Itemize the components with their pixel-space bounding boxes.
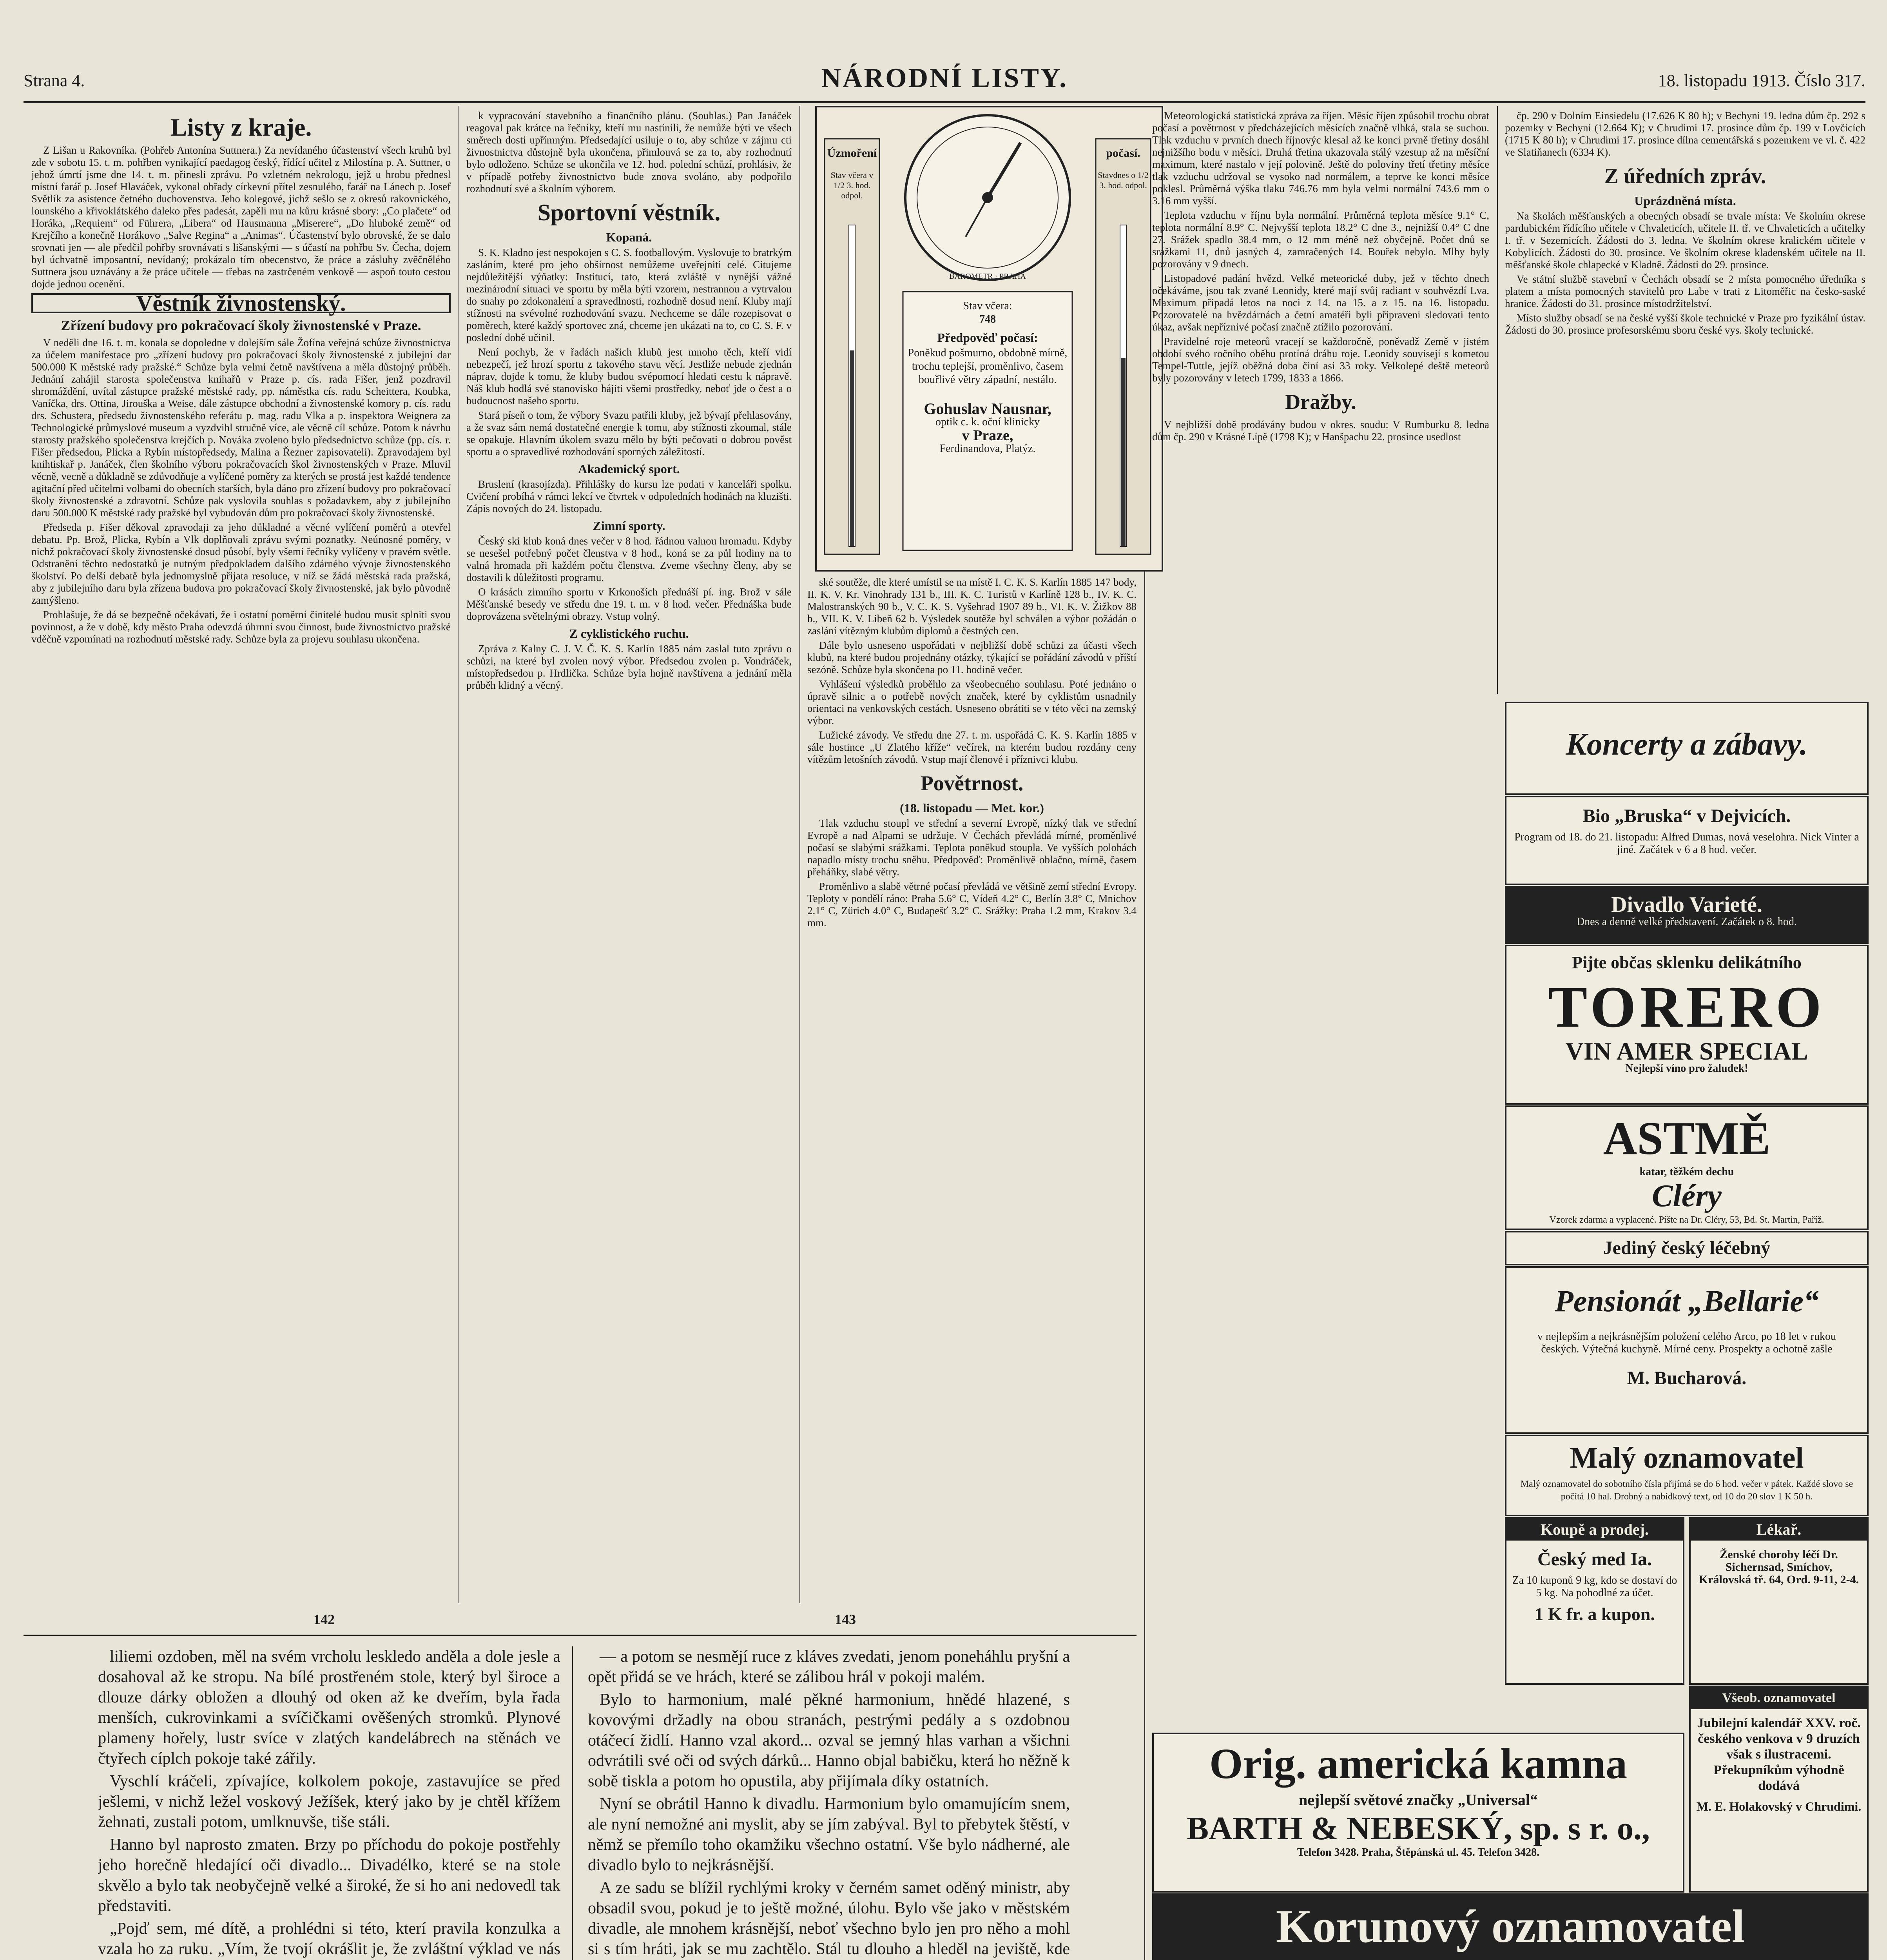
article-paragraph: Pravidelné roje meteorů vracejí se každoročně, poněvadž Země v jistém období svého ročního oběhu protíná dráhu roje. Leonidy souvisejí s kometou Tempel-Tuttle, jejíž oběžná doba činí asi 33 roky. Velkolepé deště meteorů byly pozorovány v letech 1799, 1833 a 1866. [1152, 336, 1489, 384]
kupon-price: 1 K fr. a kupon. [1534, 1604, 1655, 1624]
bellarie-text: v nejlepším a nejkrásnějším položení celého Arco, po 18 let v rukou českých. Výtečná kuchyně. Mírné ceny. Prospekty a ochotně zašle [1537, 1330, 1836, 1355]
story-paragraph: Bylo to harmonium, malé pěkné harmonium, hnědé hlazené, s kovovými držadly na obou stranách, pestrými pedály a s ozdobnou otáčecí židlí. Hanno vzal akord... ozval se jemný hlas varhan a všichni odvrátili své oči od svých dárků... Hanno objal babičku, která ho něžně k sobě tiskla a potom ho opustila, aby přijímala díky ostatních. [588, 1691, 1070, 1790]
article-paragraph: Proměnlivo a slabě větrné počasí převládá ve většině zemí střední Evropy. Teploty v pondělí ráno: Praha 5.6° C, Vídeň 4.2° C, Berlín 3.8° C, Mnichov 2.1° C, Zürich 4.0° C, Budapešť 3.2° C. Srážky: Praha 1.2 mm, Krakov 3.4 mm. [807, 880, 1137, 929]
lekar-text: Ženské choroby léčí Dr. Sichernsad, Smíchov, Královská tř. 64, Ord. 9-11, 2-4. [1698, 1548, 1859, 1586]
page-number-left: 142 [314, 1612, 335, 1627]
column-4 [1152, 110, 1489, 1576]
torero-top: Pijte občas sklenku delikátního [1572, 953, 1802, 972]
divadlo-ad [1505, 886, 1869, 944]
article-heading: Kopaná. [606, 230, 652, 244]
article-paragraph: V nejbližší době prodávány budou v okres. soudu: V Rumburku 8. ledna dům čp. 290 v Krásné Lípě (1798 K); v Hanšpachu 22. prosince usedlost [1152, 419, 1489, 443]
firm-sub: optik c. k. oční klinicky [935, 416, 1040, 428]
story-paragraph: A ze sadu se blížil rychlými kroky v černém samet oděný ministr, aby obsadil svou, pokud je to ještě možné, úlohu. Bylo vše jako v městském divadle, ale mnohem krásnější, neboť všechno bylo jen pro něho a mohl si s tím hráti, jak se mu zachtělo. Stál tu dlouho a hleděl na jeviště, kde [588, 1879, 1070, 1958]
koupe-ad [1505, 1517, 1684, 1685]
article-paragraph: O krásách zimního sportu v Krkonoších přednáší pí. ing. Brož v sále Měšťanské besedy ve středu dne 19. t. m. v 8 hod. večer. Přednáška bude doprovázena světelnými obrazy. Vstup volný. [466, 586, 792, 622]
korunovy-banner [1152, 1893, 1869, 1960]
astma-sub: katar, těžkém dechu [1639, 1166, 1734, 1178]
torero-note: Nejlepší víno pro žaludek! [1625, 1062, 1748, 1074]
kupon-text: Za 10 kuponů 9 kg, kdo se dostaví do 5 kg. Na pohodlné za účet. [1512, 1574, 1677, 1599]
kalendar-text: Jubilejní kalendář XXV. roč. českého venkova v 9 druzích však s ilustracemi. Překupníkům výhodně dodává [1697, 1716, 1861, 1793]
section-heading: Povětrnost. [920, 771, 1024, 795]
kalendar-ad [1689, 1686, 1869, 1893]
gauge-left-label: Úzmoření [827, 147, 877, 160]
story-paragraph: — a potom se nesmějí ruce z kláves zvedati, jenom poneháhlu pryšní a opět přidá se ve hrách, které se zálibou hrál v pokoji malém. [588, 1648, 1070, 1686]
torero-sub: VIN AMER SPECIAL [1565, 1037, 1808, 1065]
koncerty-title: Koncerty a zábavy. [1566, 727, 1808, 762]
article-paragraph: k vypracování stavebního a finančního plánu. (Souhlas.) Pan Janáček reagoval pak krátce na řečníky, kteří mu nastínili, že nemůže býti ve všech směrech dosti upřímným. Předsedající usiluje o to, aby schůze v zájmu cti živnostnictva důstojně byla ukončena, přimlouvá se za to, aby rozhodnutí bylo odloženo. Schůze se ukončila ve 12. hod. polední schůzí, prohlásiv, že v případě potřeby živnostnictvo bude znova svoláno, aby podpořilo rozhodnutí své a školním výborem. [466, 110, 792, 194]
section-heading: Dražby. [1285, 390, 1356, 414]
firm-name: Gohuslav Nausnar, [924, 400, 1051, 417]
kalendar-head: Všeob. oznamovatel [1691, 1687, 1867, 1709]
column-rule [799, 106, 800, 1603]
newspaper-title: NÁRODNÍ LISTY. [821, 63, 1068, 93]
maly-title: Malý oznamovatel [1570, 1441, 1804, 1474]
section-heading: Věstník živnostenský. [31, 293, 451, 313]
gauge-info [907, 299, 1068, 456]
koncerty-banner [1505, 702, 1869, 795]
astma-title: ASTMĚ [1603, 1112, 1771, 1164]
article-paragraph: S. K. Kladno jest nespokojen s C. S. footballovým. Vyslovuje to bratrkým zasláním, které pro jeho obšírnost nemůžeme uveřejniti celé. Citujeme nejdůležitější výňatky: Institucí, tato, která zvláště v nynější vážné mezinárodní situaci ve sportu by měla býti vzorem, nestrannou a vytrvalou do snahy po zdokonalení a spravedlnosti, rozhodně dosud není. Kluby mají stížnosti na svévolné rozhodování svazu. Nechceme se dále rozepisovat o poměrech, které každý sportovec zná, chceme jen ukázati na to, co C. S. F. v poslední době učinil. [466, 247, 792, 343]
astma-ad [1505, 1105, 1869, 1230]
kalendar-name: M. E. Holakovský v Chrudimi. [1696, 1799, 1862, 1813]
koupe-title: Koupě a prodej. [1506, 1519, 1683, 1541]
column-rule [1497, 106, 1498, 694]
section-heading: Z úředních zpráv. [1604, 164, 1766, 188]
article-paragraph: Tlak vzduchu stoupl ve střední a severní Evropě, nízký tlak ve střední Evropě a nad Alpami se udržuje. V Čechách převládá mírné, proměnlivé počasí se slabými srážkami. Teplota poněkud stoupla. Ve vyšších polohách napadlo místy trochu sněhu. Předpověď: Proměnlivě oblačno, mírně, časem přeháňky, slabé větry. [807, 817, 1137, 878]
article-paragraph: Meteorologická statistická zpráva za říjen. Měsíc říjen způsobil trochu obrat počasí a povětrnost v předcházejících měsících značně vlhká, stala se suchou. Tlak vzduchu v prvních dnech říjnovýc klesal až ke konci prvně třetiny dosáhl nejnižšího bodu v měsíci. Druhá třetina ukazovala stálý vzestup až na měsíční maximum, které nastalo v její polovině. Ještě do poloviny třetí třetiny měsíce tlak vzduchu udržoval se vysoko nad normálem, a teprve ke konci měsíce poklesl. Průměrná výška tlaku 746.76 mm byla velmi normální 743.6 mm o 3.16 mm vyšší. [1152, 110, 1489, 207]
article-paragraph: Teplota vzduchu v říjnu byla normální. Průměrná teplota měsíce 9.1° C, teplota normální 8.9° C. Nejvyšší teplota 18.2° C dne 3., nejnižší 0.4° C dne 27. Srážek spadlo 38.4 mm, o 12 mm méně než obyčejně. Počet dnů se srážkami 11, dnů jasných 4, zamračených 14. Bouřek nebylo. Mlhy byly pozorovány v 9 dnech. [1152, 209, 1489, 270]
bellarie-title: Pensionát „Bellarie“ [1555, 1284, 1819, 1318]
section-heading: Listy z kraje. [170, 113, 312, 141]
article-paragraph: Český ski klub koná dnes večer v 8 hod. řádnou valnou hromadu. Kdyby se nesešel potřebný počet členstva v 8 hod., koná se za půl hodiny na to valná hromada při každém počtu členstva. Zveme všechny členy, aby se dostavili k důležitosti programu. [466, 535, 792, 583]
bruska-ad [1505, 796, 1869, 885]
kupon-title: Český med Ia. [1537, 1549, 1652, 1570]
bellarie-name: M. Bucharová. [1627, 1368, 1747, 1388]
lekar-title: Lékař. [1691, 1519, 1867, 1541]
article-paragraph: Předseda p. Fišer děkoval zpravodaji za jeho důkladné a věcné vylíčení poměrů a otevřel debatu. Pp. Brož, Plicka, Rybín a Vlk doplňovali zprávu svými poznatky. Neúnosné poměry, v nichž pokračovací školy živnostenské dosud působí, byly všemi řečníky vylíčeny v pravém světle. Odstranění těchto nedostatků je nutným předpokladem dalšího zdárného vývoje živnostenského školství. Po delší debatě byla jednomyslně přijata resoluce, v níž se žádá městská rada pražská, aby z jubilejního daru byla zřízena budova pro pokračovací školy živnostenské, jak bylo původně zamýšleno. [31, 521, 451, 606]
kamna-title: Orig. americká kamna [1209, 1740, 1628, 1788]
article-heading: Uprázdněná místa. [1634, 194, 1736, 208]
divadlo-sub: Dnes a denně velké představení. Začátek o 8. hod. [1576, 916, 1797, 928]
article-paragraph: Zpráva z Kalny C. J. V. Č. K. S. Karlín 1885 nám zaslal tuto zprávu o schůzi, na které byl zvolen nový výbor. Předsedou zvolen p. Vondráček, místopředsedou p. Hrdlička. Schůze byla hojně navštívena a jednání měla průběh klidný a věcný. [466, 643, 792, 691]
kamna-firm: BARTH & NEBESKÝ, sp. s r. o., [1187, 1810, 1650, 1847]
korunovy-title: Korunový oznamovatel [1276, 1900, 1745, 1952]
bruska-text: Program od 18. do 21. listopadu: Alfred Dumas, nová veselohra. Nick Vinter a jiné. Začátek v 6 a 8 hod. večer. [1514, 831, 1859, 856]
article-paragraph: Listopadové padání hvězd. Velké meteorické duby, jež v těchto dnech očekáváme, jsou tak zvané Leonidy, které mají svůj radiant v souhvězdí Lva. Maximum připadá letos na noci z 14. na 15. a z 15. na 16. listopadu. Pozorovatelé na hvězdárnách a četní amatéři byli připraveni sledovati tento úkaz, avšak nepříznivé počasí značně ztížilo pozorování. [1152, 272, 1489, 333]
column-5 [1505, 110, 1865, 698]
article-paragraph: Prohlašuje, že dá se bezpečně očekávati, že i ostatní poměrní činitelé budou musit splniti svou povinnost, a že v době, kdy město Praha odevzdá úhrnní svou činnost, bude živnostnictvo pražské vděčně vzpomínati na rozhodnutí městské rady. Schůze byla za projevu souhlasu ukončena. [31, 609, 451, 645]
story-column-2 [588, 1646, 1070, 1960]
page-number-right: 143 [835, 1612, 856, 1627]
clery-address: Vzorek zdarma a vyplacené. Píšte na Dr. Cléry, 53, Bd. St. Martin, Paříž. [1549, 1215, 1824, 1225]
story-paragraph: Vyschlí kráčeli, zpívajíce, kolkolem pokoje, zastavujíce se před ješlemi, v nichž ležel voskový Ježíšek, který jako by je chtěl křížem žehnati, zustali potom, umlknuvše, tiše stáli. [98, 1772, 560, 1831]
article-paragraph: Z Lišan u Rakovníka. (Pohřeb Antonína Suttnera.) Za nevídaného účastenství všech kruhů byl zde v sobotu 15. t. m. pohřben vynikající paedagog český, řídící učitel z Milostína p. A. Suttner, o jehož úmrtí jsme dne 14. t. m. přinesli zprávu. Po vzletném nekrologu, jejž u hrobu přednesl místní farář p. Josef Hlaváček, vykonal obřady církevní přítel zesnulého, farář na Lánech p. Josef Světlík za asistence četného duchovenstva. Jeho kolegové, jichž sešlo se z okresů rakovnického, lounského a křivoklátského daleko přes padesát, zapěli mu na kůru krásné sbory: „Co plačete“ od Horáka, „Requiem“ od Führera, „Libera“ od Hausmanna „Miserere“, „Do hluboké země“ od Krejčího a konečně Horákovo „Salve Regina“ a „Animas“. Účastenství bylo obrovské, že se dalo srovnati jen — ale předčil pohřby srovnávati s lišanskými — s účastí na pohřbu Sv. Čecha, dojem byl úchvatně imposantní, nevídaný; prokázalo tím obecenstvo, že práce a zásluhy zvěčnělého Suttnera jsou uznávány a že práce učitele — třebas na zastrčeném venkově — aspoň touto cestou dojde jednou ocenění. [31, 144, 451, 290]
article-paragraph: Ve státní službě stavební v Čechách obsadí se 2 místa pomocného úředníka s platem a místa pomocných stavitelů pro Labe v trati z Litoměřic na česko-saské hranice. Žádosti do 31. prosince místodržitelství. [1505, 273, 1865, 309]
firm-city: v Praze, [962, 427, 1013, 444]
article-paragraph: Stará píseň o tom, že výbory Svazu patřili kluby, jež bývají přehlasovány, a že svaz sám nemá dostatečné energie k tomu, aby stížnosti zkoumal, stále se opakuje. Hlavním úkolem svazu mělo by býti pečovati o dobrou pověst sportu a o spravedlivé rozhodování sporných záležitostí. [466, 409, 792, 457]
gauge-right-sub: Stavdnes o 1/2 3. hod. odpol. [1098, 170, 1149, 190]
story-paragraph: liliemi ozdoben, měl na svém vrcholu leskledo anděla a dole jesle a dosahoval až ke stropu. Na bílé prostřeném stole, který byl široce a dlouze dárky obložen a dlouhý od oken až ke dveřím, byla řada menších, cukrovinkami a svíčičkami ověšených stromků. Plynové plameny hořely, lustr svíce v zlatých kandelábrech na stěnách ve čtyřech cíplch pokoje také zářily. [98, 1648, 560, 1768]
article-heading: Zřízení budovy pro pokračovací školy živnostenské v Praze. [61, 318, 421, 333]
page-header [24, 63, 1865, 102]
article-paragraph: Lužické závody. Ve středu dne 27. t. m. uspořádá C. K. S. Karlín 1885 v sále hostince „U Zlatého kříže“ večírek, na kterém budou rozdány ceny vítězům letošních závodů. Vstup mají členové i příznivci klubu. [807, 729, 1137, 765]
article-paragraph: ské soutěže, dle které umístil se na místě I. C. K. S. Karlín 1885 147 body, II. K. V. Kr. Vinohrady 131 b., III. K. C. Turistů v Karlíně 128 b., IV. K. C. Malostranských 90 b., V. C. K. S. Vyšehrad 1907 89 b., VI. K. V. Žižkov 88 b., VII. K. V. Libeň 62 b. Výsledek soutěže byl schválen a výbor požádán o zaslání vítězným klubům diplomů a čestných cen. [807, 576, 1137, 637]
story-paragraph: „Pojď sem, mé dítě, a prohlédni si této, kterí pravila konzulka a vzala ho za ruku. „Vím, že tvojí okrášlit je, že zvláštní výklad ve nás [98, 1920, 560, 1958]
stav-label: Stav včera: [963, 300, 1012, 312]
column-1 [31, 110, 451, 1615]
article-paragraph: V neděli dne 16. t. m. konala se dopoledne v dolejším sále Žofína veřejná schůze živnostnictva za účelem manifestace pro „zřízení budovy pro pokračovací školy živnostenské z jubilejní dar 500.000 K městské rady pražské.“ Schůze byla velmi četně navštívena a měla důstojný průběh. Jednání zahájil starosta společenstva knihařů v Praze p. cís. rada Fišer, jenž pozdravil shromáždění, uvítal zástupce pražské městské rady, pp. náměstka cís. radu Scheittera, Koubka, Vaníčka, drs. Ottina, Jirouška a Weise, dále zástupce obchodní a živnostenské komory p. cís. radu drs. Schustera, předsedu živnostenského referátu p. mag. radu Vlka a p. inspektora Weignera za Technologické průmyslové museum a vyzdvihl stručně více, ale věcně cíl schůze. Potom k návrhu starosty pražského společenstva krejčích p. Nováka zvoleno bylo předsednictvo schůze (pp. cís. r. Fišer předsedou, Plicka a Rybín místopředsedy, Malina a Řezner zapisovateli). Zpravodajem byl knihtiskař p. Janáček, člen školního výboru pokračovacích škol živnostenských v Praze. Mluvil věcně, vecně a důkladně se zdůvodňuje a vylíčené poměry za kterých se prostá jest každé tendence agitační před učitelmi volbami do obecních starších, byla dáno pro zřízení budovy pro pokračovací školy živnostenské a zdravotní. Schůze pak vyslovila souhlas s požadavkem, aby z jubilejního daru 500.000 K městské rady pražské byl vybudován dům pro pokračovací školy živnostenské. [31, 337, 451, 519]
kamna-sub: nejlepší světové značky „Universal“ [1299, 1791, 1538, 1809]
kamna-ad [1152, 1733, 1684, 1893]
gauge-left-sub: Stav včera v 1/2 3. hod. odpol. [830, 170, 874, 200]
lekar-ad [1689, 1517, 1869, 1685]
gauge-right-label: počasí. [1106, 147, 1140, 160]
page-label: Strana 4. [24, 71, 85, 90]
firm-address: Ferdinandova, Platýz. [939, 443, 1036, 455]
divadlo-title: Divadlo Varieté. [1611, 893, 1762, 917]
column-2 [466, 110, 792, 1615]
stav-value: 748 [979, 313, 996, 325]
column-rule [572, 1646, 573, 1960]
story-paragraph: Nyní se obrátil Hanno k divadlu. Harmonium bylo omamujícím snem, ale nyní nemožné ani myslit, aby se jím zabýval. Byl to přebytek štěstí, v němž se přemílo toho okamžiku všechno ostatní. Vše bylo nádherné, ale divadlo bylo to nejkrásnější. [588, 1795, 1070, 1874]
article-paragraph: Místo služby obsadí se na české vyšší škole technické v Praze pro fyzikální ústav. Žádosti do 30. prosince profesorskému sboru české vys. školy technické. [1505, 312, 1865, 336]
bruska-title: Bio „Bruska“ v Dejvicích. [1582, 806, 1791, 826]
article-heading: (18. listopadu — Met. kor.) [900, 801, 1044, 815]
article-paragraph: Dále bylo usneseno uspořádati v nejbližší době schůzi za účasti všech klubů, na které budou projednány otázky, týkající se pořádání závodů v příští sezóně. Schůze byla skončena po 11. hodině večer. [807, 639, 1137, 675]
forecast-text: Poněkud pošmurno, obdobně mírně, trochu teplejší, proměnlivo, časem bouřlivé větry západní, nestálo. [908, 347, 1068, 386]
header-rule [24, 101, 1865, 103]
feuilleton-rule [24, 1635, 1137, 1636]
lecebny-ad [1505, 1231, 1869, 1265]
section-heading: Sportovní věstník. [537, 200, 721, 225]
dial-text: BAROMETR · PRAHA [949, 272, 1026, 281]
article-heading: Akademický sport. [578, 462, 680, 476]
maly-oznamovatel [1505, 1435, 1869, 1516]
column-3 [807, 576, 1137, 1615]
bellarie-ad [1505, 1266, 1869, 1434]
article-paragraph: Vyhlášení výsledků proběhlo za všeobecného souhlasu. Poté jednáno o úpravě silnic a o potřebě nových značek, které by cyklistům usnadnily orientaci na venkovských cestách. Usneseno obrátiti se v této věci na zemský výbor. [807, 678, 1137, 726]
lecebny-title: Jediný český léčebný [1603, 1238, 1771, 1258]
torero-ad [1505, 945, 1869, 1105]
article-paragraph: Na školách měšťanských a obecných obsadí se trvale místa: Ve školním okrese pardubickém řídícího učitele v Chvaleticích, učitele II. tř. ve Chvaleticích a učitelky I. tř. v Sezemicích. Žádosti do 3. ledna. Ve školním okrese kralickém učitele v Kobylicích. Žádosti do 30. prosince. Ve školním okrese kladenském učitele na II. měšťanské škole chlapecké v Kladně. Žádosti do 29. prosince. [1505, 210, 1865, 270]
maly-text: Malý oznamovatel do sobotního čísla přijímá se do 6 hod. večer v pátek. Každé slovo se počítá 10 hal. Drobný a nabídkový text, od 10 do 20 slov 1 K 50 h. [1520, 1479, 1853, 1502]
clery-brand: Cléry [1652, 1179, 1722, 1213]
kamna-address: Telefon 3428. Praha, Štěpánská ul. 45. Telefon 3428. [1297, 1846, 1540, 1858]
barometer-ad [815, 106, 1163, 572]
story-column-1 [98, 1646, 560, 1960]
date-issue: 18. listopadu 1913. Číslo 317. [1658, 71, 1865, 90]
article-paragraph: Není pochyb, že v řadách našich klubů jest mnoho těch, kteří vidí nebezpečí, jež hrozí sportu z takového stavu věcí. Jestliže nebude zjednán náprav, dojde k tomu, že kluby budou svépomocí hledati cestu k nápravě. Náš klub hodlá své stanovisko hájiti všemi prostředky, neboť jde o čest a o budoucnost našeho sportu. [466, 346, 792, 407]
article-paragraph: čp. 290 v Dolním Einsiedelu (17.626 K 80 h); v Bechyni 19. ledna dům čp. 292 s pozemky v Bechyni (12.664 K); v Chrudimi 17. prosince dům čp. 199 v Lovčicích (1715 K 80 h); v Chrudimi 17. prosince dílna cementářská s pozemkem ve vl. č. 422 ve Slatiňanech (6334 K). [1505, 110, 1865, 158]
article-heading: Z cyklistického ruchu. [569, 626, 689, 641]
article-heading: Zimní sporty. [593, 519, 665, 533]
torero-brand: TORERO [1548, 975, 1825, 1040]
story-paragraph: Hanno byl naprosto zmaten. Brzy po příchodu do pokoje postřehly jeho horečně hledající oči divadlo... Divadélko, které se na stole skvělo a bylo tak neobyčejně velké a široké, že si ho ani nedovedl tak představiti. [98, 1836, 560, 1915]
forecast-title: Předpověď počasí: [937, 330, 1038, 345]
article-paragraph: Bruslení (krasojízda). Přihlášky do kursu lze podati v kanceláři spolku. Cvičení probíhá v rámci lekcí ve čtvrtek v odpoledních hodinách na kluzišti. Zápis novoých do 24. listopadu. [466, 478, 792, 514]
